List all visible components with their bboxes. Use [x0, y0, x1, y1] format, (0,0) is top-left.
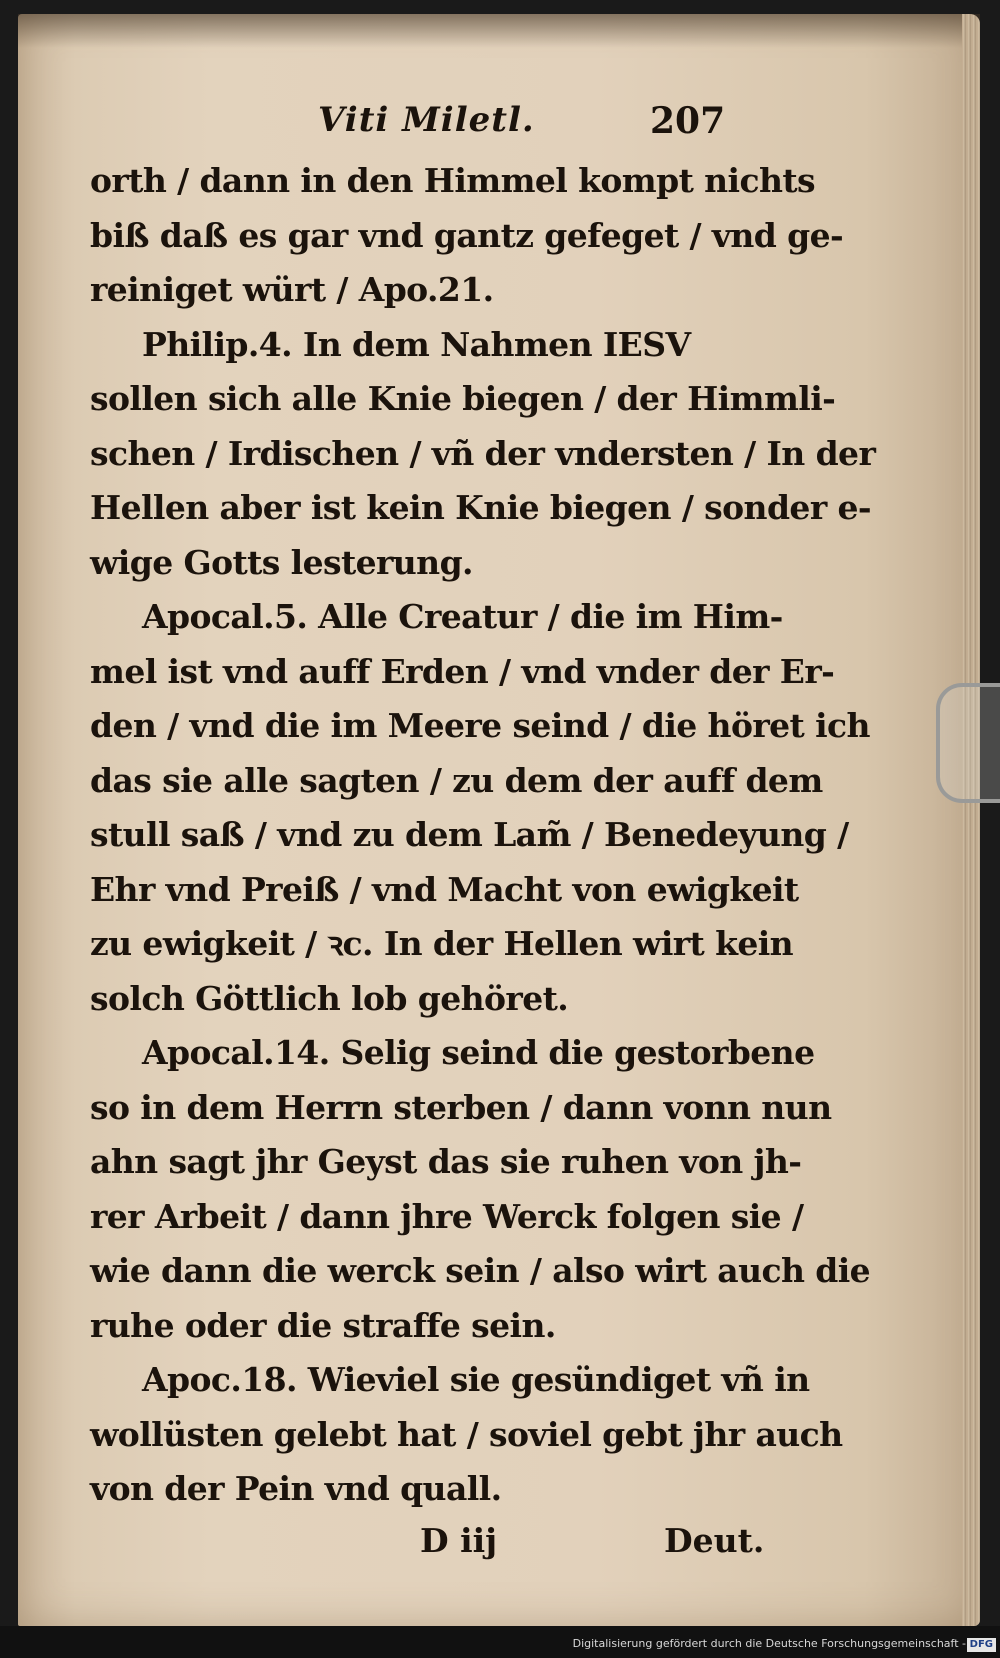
text-line: den / vnd die im Meere seind / die höret ich	[90, 706, 870, 745]
text-line: das sie alle sagten / zu dem der auff dem	[90, 760, 823, 800]
text-block	[90, 94, 876, 1573]
text-line: Apocal.5. Alle Creatur / die im Him-	[142, 597, 783, 636]
text-line: ruhe oder die straffe sein.	[90, 1305, 556, 1345]
text-line: wige Gotts lesterung.	[90, 542, 473, 582]
page-fore-edge	[962, 14, 980, 1626]
signature-mark: D iij	[420, 1520, 498, 1560]
text-line: reiniget würt / Apo.21.	[90, 270, 494, 309]
text-line: solch Göttlich lob gehöret.	[90, 978, 569, 1018]
text-line: stull saß / vnd zu dem Lam̃ / Benedeyung /	[90, 815, 849, 854]
text-line: rer Arbeit / dann jhre Werck folgen sie /	[90, 1196, 804, 1236]
running-head-title: Viti Miletl.	[318, 100, 535, 140]
text-line: wie dann die werck sein / also wirt auch die	[90, 1251, 871, 1290]
credit-bar	[0, 1626, 1000, 1658]
text-line: Hellen aber ist kein Knie biegen / sonder e-	[90, 488, 871, 527]
text-line: sollen sich alle Knie biegen / der Himmli-	[90, 379, 836, 418]
text-line: mel ist vnd auff Erden / vnd vnder der Er-	[90, 651, 835, 691]
dfg-credit-text: Digitalisierung gefördert durch die Deutsche Forschungsgemeinschaft -	[572, 1637, 966, 1650]
text-line: zu ewigkeit / ꝛc. In der Hellen wirt kein	[90, 924, 794, 963]
page-footer	[90, 1517, 780, 1573]
catchword: Deut.	[664, 1520, 765, 1560]
page-top-shadow	[18, 14, 980, 48]
bookmark-clip	[936, 683, 1000, 803]
text-line: Apocal.14. Selig seind die gestorbene	[142, 1033, 815, 1072]
running-head	[90, 94, 780, 154]
text-line: Philip.4. In dem Nahmen IESV	[142, 324, 691, 364]
dfg-logo: DFG	[967, 1638, 996, 1652]
text-line: so in dem Herrn sterben / dann vonn nun	[90, 1087, 832, 1127]
text-line: Apoc.18. Wieviel sie gesündiget vñ in	[142, 1360, 810, 1399]
text-line: biß daß es gar vnd gantz gefeget / vnd ge-	[90, 215, 844, 255]
book-page	[18, 14, 980, 1626]
text-line: ahn sagt jhr Geyst das sie ruhen von jh-	[90, 1142, 802, 1181]
body-text	[90, 154, 876, 1517]
text-line: schen / Irdischen / vñ der vndersten / In der	[90, 433, 876, 473]
text-line: wollüsten gelebt hat / soviel gebt jhr auch	[90, 1414, 843, 1454]
text-line: orth / dann in den Himmel kompt nichts	[90, 161, 815, 200]
page-number: 207	[650, 100, 726, 142]
text-line: von der Pein vnd quall.	[90, 1469, 502, 1508]
text-line: Ehr vnd Preiß / vnd Macht von ewigkeit	[90, 869, 799, 909]
